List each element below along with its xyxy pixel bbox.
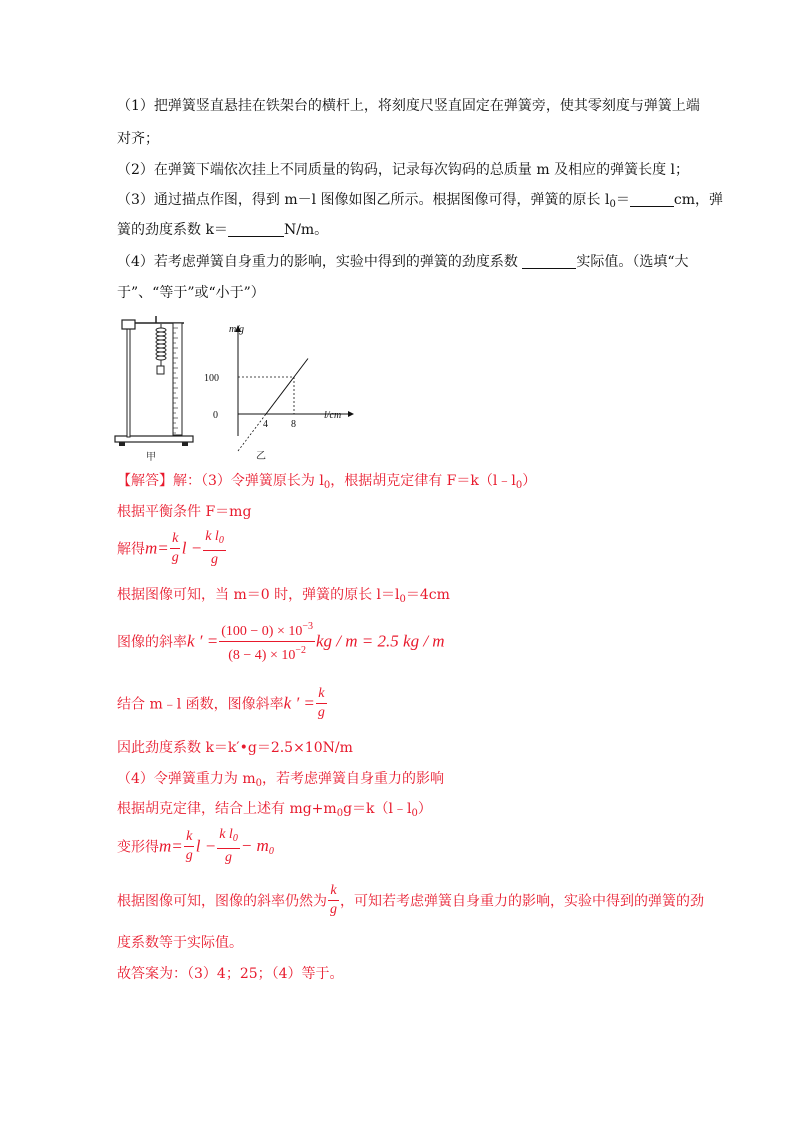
- answer-line-3-formula: 解得m= $\frac{k}{g}$ l − $\frac{k l_0}{g}$: [117, 529, 224, 567]
- x-tick-label-8: 8: [291, 419, 296, 430]
- answer-line-7: 因此劲度系数 k＝k′•g＝2.5×10N/m: [117, 740, 353, 756]
- problem-step-1-line-2: 对齐；: [117, 131, 159, 147]
- answer-line-11: 根据图像可知，图像的斜率仍然为 $\frac{k}{g}$ ，可知若考虑弹簧自身重力的影响，实验中得到的弹簧的劲: [117, 883, 704, 917]
- answer-line-4: 根据图像可知，当 m＝0 时，弹簧的原长 $l=l_0=4cm$: [117, 587, 450, 605]
- x-axis-arrow-icon: [348, 411, 354, 417]
- m-l-graph: [204, 318, 360, 462]
- y-tick-label-100: 100: [204, 373, 219, 384]
- figure-label-yi: 乙: [256, 451, 266, 462]
- answer-line-1: 【解答】解：（3）令弹簧原长为 $l_0$，根据胡克定律有 $F=k(l﹣l_0)$: [117, 473, 537, 491]
- blank-original-length[interactable]: [630, 192, 674, 207]
- origin-label: 0: [213, 410, 218, 421]
- answer-line-2: 根据平衡条件 F＝mg: [117, 504, 252, 520]
- answer-line-8: （4）令弹簧重力为 $m_0$，若考虑弹簧自身重力的影响: [117, 771, 445, 789]
- x-tick-label-4: 4: [263, 419, 268, 430]
- blank-spring-constant[interactable]: [228, 222, 284, 237]
- x-axis-label: l/cm: [324, 410, 342, 421]
- figure-label-jia: 甲: [146, 452, 156, 463]
- problem-step-3-line-2: 簧的劲度系数 k＝ N/m。: [117, 222, 329, 238]
- problem-step-4-line-1: （4）若考虑弹簧自身重力的影响，实验中得到的弹簧的劲度系数 实际值。（选填“大: [117, 254, 689, 270]
- y-axis-label: m/g: [229, 324, 244, 335]
- answer-line-10-formula: 变形得m= $\frac{k}{g}$ l − $\frac{k l_0}{g}$ − $m_0$: [117, 827, 274, 865]
- answer-line-12: 度系数等于实际值。: [117, 935, 243, 951]
- problem-step-1-line-1: （1）把弹簧竖直悬挂在铁架台的横杆上，将刻度尺竖直固定在弹簧旁，使其零刻度与弹簧上端: [117, 98, 700, 114]
- answer-line-5-slope: 图像的斜率k ′ = $\frac{(100 - 0) \times 10^{-3}}{(8 - 4) \times 10^{-2}}$ kg / m = 2.5 kg / m: [117, 618, 445, 665]
- answer-line-13: 故答案为：（3）4；25；（4）等于。: [117, 966, 344, 982]
- apparatus-figure: [110, 310, 200, 462]
- answer-line-6: 结合 m﹣l 函数，图像斜率k ′ = $\frac{k}{g}$: [117, 686, 325, 720]
- problem-step-4-line-2: 于”、“等于”或“小于”）: [117, 285, 265, 301]
- problem-step-2: （2）在弹簧下端依次挂上不同质量的钩码，记录每次钩码的总质量 m 及相应的弹簧长度 l；: [117, 162, 690, 178]
- answer-line-9: 根据胡克定律，结合上述有 $mg+m_0g=k(l﹣l_0)$: [117, 801, 432, 819]
- extrapolated-line: [238, 414, 266, 451]
- data-line-series: [266, 359, 308, 415]
- blank-comparison[interactable]: [522, 254, 576, 269]
- problem-step-3-line-1: （3）通过描点作图，得到 m－l 图像如图乙所示。根据图像可得，弹簧的原长 $l_0=$ cm，弹: [117, 192, 723, 210]
